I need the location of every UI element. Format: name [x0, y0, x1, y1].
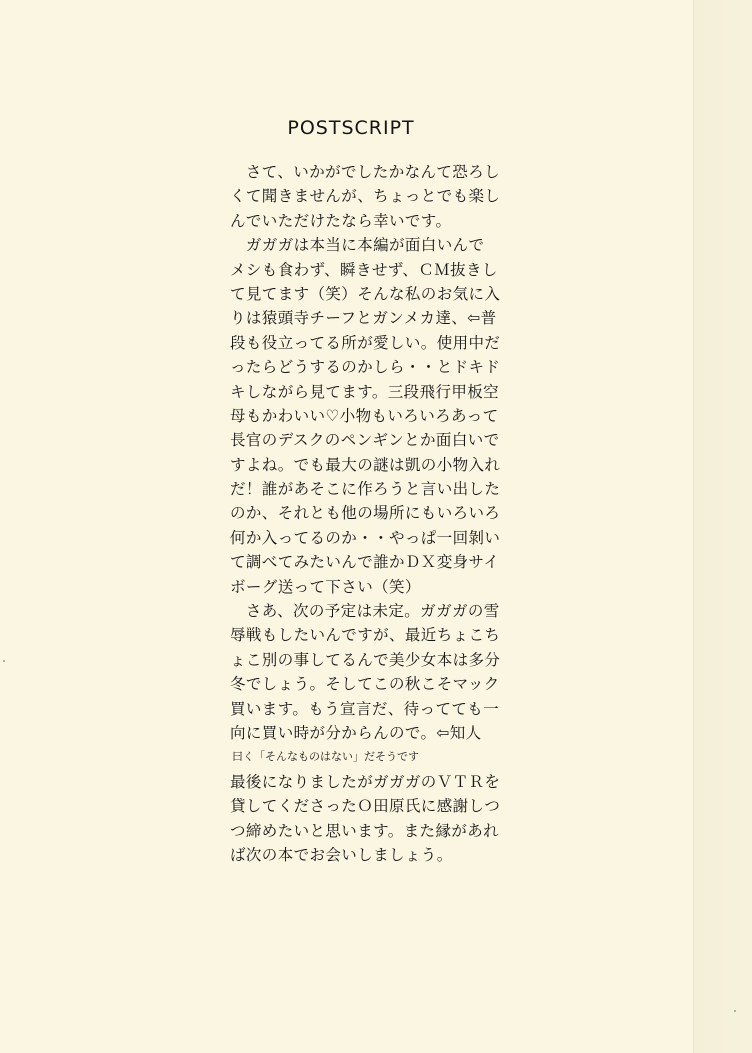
body-line: メシも食わず、瞬きせず、ＣＭ抜きし	[230, 260, 498, 279]
body-line: んでいただけたなら幸いです。	[230, 211, 452, 230]
body-line: 長官のデスクのペンギンとか面白いで	[230, 431, 500, 450]
body-line: 何か入ってるのか・・やっぱ一回剝い	[230, 528, 501, 547]
body-line: 最後になりましたがガガガのＶＴＲを	[230, 772, 501, 791]
body-line: のか、それとも他の場所にもいろいろ	[230, 504, 501, 523]
page-title: POSTSCRIPT	[287, 117, 415, 139]
body-line: りは猿頭寺チーフとガンメカ達、⇦普	[230, 309, 497, 328]
body-line: 母もかわいい♡小物もいろいろあって	[230, 406, 499, 425]
body-line: 買います。もう宣言だ、待ってても一	[230, 699, 500, 718]
paper-edge	[693, 0, 752, 1053]
body-line: ょこ別の事してるんで美少女本は多分	[230, 650, 501, 669]
body-line: て見てます（笑）そんな私のお気に入	[230, 284, 501, 303]
body-line: ば次の本でお会いしましょう。	[230, 845, 453, 864]
body-line: さあ、次の予定は未定。ガガガの雪	[230, 602, 500, 621]
body-line: キしながら見てます。三段飛行甲板空	[230, 382, 500, 401]
body-line: すよね。でも最大の謎は凱の小物入れ	[230, 455, 501, 474]
body-line: だ！誰があそこに作ろうと言い出した	[230, 480, 501, 499]
body-line: 辱戦もしたいんですが、最近ちょこち	[230, 626, 501, 645]
body-line: 段も役立ってる所が愛しい。使用中だ	[230, 333, 501, 352]
postscript-body	[230, 160, 530, 867]
body-line: ボーグ送って下さい（笑）	[230, 577, 421, 596]
body-line: さて、いかがでしたかなんて恐ろし	[230, 163, 500, 181]
body-line: 貸してくださったＯ田原氏に感謝しつ	[230, 797, 501, 816]
body-line: て調べてみたいんで誰かＤＸ変身サイ	[230, 553, 500, 572]
scan-speck	[3, 660, 5, 662]
body-line: 冬でしょう。そしてこの秋こそマック	[230, 675, 500, 694]
body-line: ガガガは本当に本編が面白いんで	[230, 236, 485, 255]
body-line: 向に買い時が分からんので。⇦知人	[230, 723, 482, 742]
body-line: くて聞きませんが、ちょっとでも楽し	[230, 187, 501, 206]
aside-note: 曰く「そんなものはない」だそうです	[232, 750, 419, 764]
body-line: つ締めたいと思います。また縁があれ	[230, 821, 500, 840]
body-line: ったらどうするのかしら・・とドキド	[230, 358, 501, 377]
scan-speck	[734, 1010, 736, 1012]
